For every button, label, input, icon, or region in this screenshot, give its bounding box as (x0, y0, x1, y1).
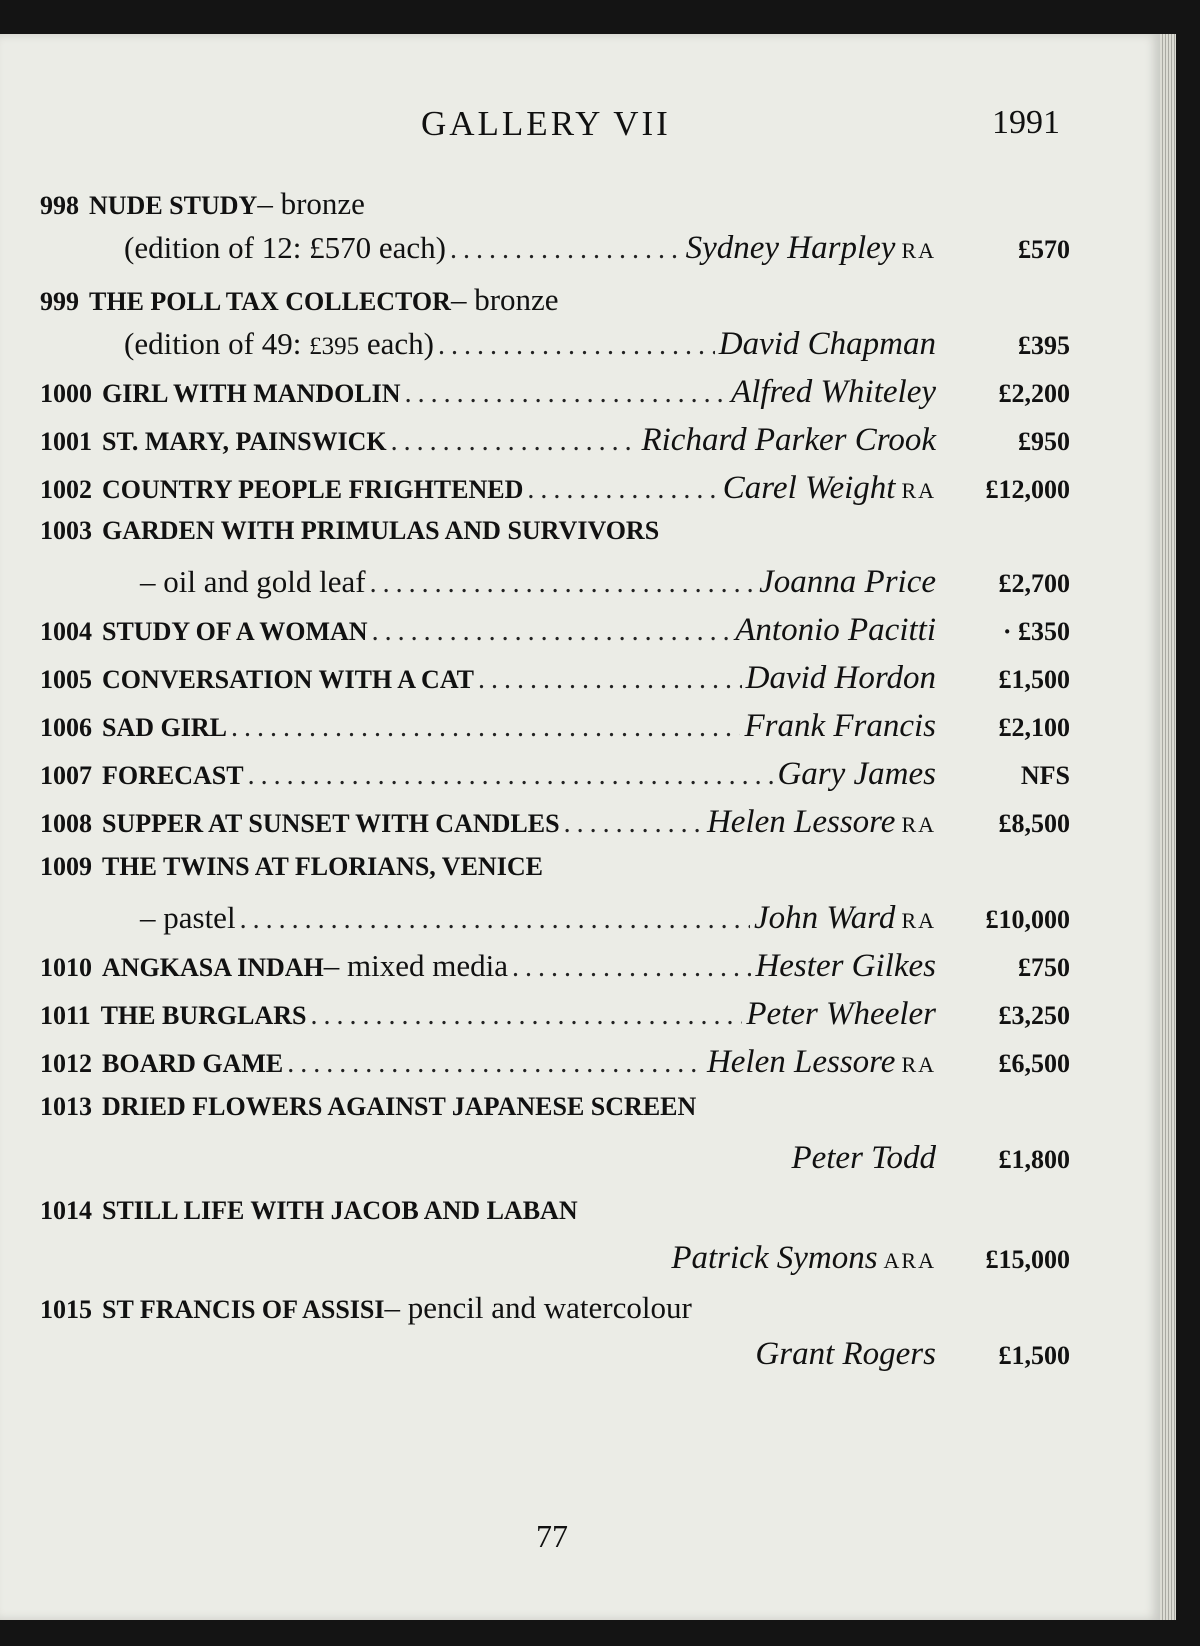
list-item (40, 612, 1070, 662)
lot-number: 1002 (40, 475, 92, 504)
artwork-medium: – mixed media (323, 948, 508, 983)
gallery-title: GALLERY VII (421, 104, 671, 143)
price: £12,000 (985, 475, 1070, 504)
lot-number: 1011 (40, 1001, 91, 1030)
dot-leader (372, 616, 732, 648)
list-item (40, 756, 1070, 806)
list-item (40, 564, 1070, 614)
artwork-medium: – bronze (257, 186, 365, 221)
edition-text: (edition of 49: (124, 326, 310, 361)
artwork-title: ST FRANCIS OF ASSISI (102, 1295, 385, 1324)
artwork-title: COUNTRY PEOPLE FRIGHTENED (102, 475, 524, 504)
dot-leader (512, 952, 751, 984)
list-item (40, 1240, 1070, 1290)
artist-name: Helen Lessore (706, 1044, 896, 1080)
artist-name: Gary James (777, 756, 936, 792)
price: £1,500 (998, 665, 1070, 694)
lot-number: 1009 (40, 852, 92, 881)
artwork-title: NUDE STUDY (89, 191, 258, 220)
artist-honour: RA (901, 812, 936, 837)
lot-number: 999 (40, 287, 79, 316)
artist-name: Peter Todd (791, 1140, 936, 1176)
dot-leader (478, 664, 742, 696)
lot-number: 1012 (40, 1049, 92, 1078)
artist-name: Carel Weight (722, 470, 896, 506)
dot-leader (391, 426, 638, 458)
price: £750 (1018, 953, 1070, 982)
artist-name: David Chapman (718, 326, 936, 362)
artist-honour: RA (901, 1052, 936, 1077)
artist-honour: RA (901, 908, 936, 933)
list-item (40, 470, 1070, 520)
lot-number: 1013 (40, 1092, 92, 1121)
price: £2,700 (998, 569, 1070, 598)
price: £8,500 (998, 809, 1070, 838)
artist-name: Sydney Harpley (685, 230, 896, 266)
list-item (40, 948, 1070, 998)
dot-leader (287, 1048, 703, 1080)
list-item (40, 1290, 1070, 1340)
artwork-title: STILL LIFE WITH JACOB AND LABAN (102, 1196, 578, 1225)
artwork-title: ST. MARY, PAINSWICK (102, 427, 387, 456)
artwork-title: CONVERSATION WITH A CAT (102, 665, 475, 694)
catalogue-year: 1991 (992, 104, 1060, 141)
list-item (40, 1196, 1070, 1246)
artist-name: Helen Lessore (706, 804, 896, 840)
list-item (40, 186, 1070, 236)
price: £570 (1018, 235, 1070, 264)
dot-leader (370, 568, 756, 600)
lot-number: 1006 (40, 713, 92, 742)
dot-leader (450, 234, 682, 266)
artwork-title: SAD GIRL (102, 713, 227, 742)
price: NFS (1020, 761, 1070, 790)
dot-leader (310, 1000, 742, 1032)
artwork-medium: – bronze (450, 282, 559, 317)
page-edge (1160, 34, 1176, 1620)
artwork-medium: – pastel (140, 900, 236, 935)
artist-name: Hester Gilkes (755, 948, 936, 984)
artist-name: Antonio Pacitti (735, 612, 936, 648)
artist-honour: RA (901, 238, 936, 263)
artwork-title: FORECAST (102, 761, 244, 790)
lot-number: 998 (40, 191, 79, 220)
lot-number: 1005 (40, 665, 92, 694)
artwork-title: DRIED FLOWERS AGAINST JAPANESE SCREEN (102, 1092, 697, 1121)
artist-name: Richard Parker Crook (641, 422, 936, 458)
dot-leader (438, 330, 715, 362)
price: £950 (1018, 427, 1070, 456)
list-item (40, 660, 1070, 710)
edition-text: (edition of 12: £570 each) (124, 230, 446, 265)
artwork-medium: – oil and gold leaf (140, 564, 366, 599)
price: £1,800 (998, 1145, 1070, 1174)
artwork-title: THE TWINS AT FLORIANS, VENICE (102, 852, 543, 881)
list-item (40, 282, 1070, 332)
list-item (40, 900, 1070, 950)
artwork-medium: – pencil and watercolour (384, 1290, 692, 1325)
dot-leader (240, 904, 750, 936)
list-item (40, 516, 1070, 566)
price: £15,000 (985, 1245, 1070, 1274)
artwork-title: THE BURGLARS (100, 1001, 307, 1030)
lot-number: 1000 (40, 379, 92, 408)
list-item (40, 1336, 1070, 1386)
artwork-title: GARDEN WITH PRIMULAS AND SURVIVORS (102, 516, 660, 545)
list-item (40, 374, 1070, 424)
lot-number: 1004 (40, 617, 92, 646)
artist-name: Grant Rogers (755, 1336, 936, 1372)
edition-note (40, 326, 434, 362)
price: £6,500 (998, 1049, 1070, 1078)
artwork-title: GIRL WITH MANDOLIN (102, 379, 401, 408)
lot-number: 1015 (40, 1295, 92, 1324)
artist-name: David Hordon (745, 660, 936, 696)
list-item (40, 326, 1070, 376)
price: £3,250 (998, 1001, 1070, 1030)
page-header (0, 104, 1060, 146)
edition-price: £395 (309, 333, 360, 360)
list-item (40, 422, 1070, 472)
list-item (40, 1140, 1070, 1190)
artwork-title: BOARD GAME (102, 1049, 284, 1078)
dot-leader (231, 712, 740, 744)
price: · £350 (1002, 617, 1070, 646)
price: £395 (1018, 331, 1070, 360)
list-item (40, 230, 1070, 280)
list-item (40, 1044, 1070, 1094)
lot-number: 1014 (40, 1196, 92, 1225)
lot-number: 1001 (40, 427, 92, 456)
artwork-title: THE POLL TAX COLLECTOR (89, 287, 451, 316)
edition-note (40, 230, 446, 266)
artist-name: Peter Wheeler (746, 996, 936, 1032)
page-number: 77 (536, 1518, 568, 1554)
list-item (40, 1092, 1070, 1142)
dot-leader (527, 474, 718, 506)
price: £10,000 (985, 905, 1070, 934)
list-item (40, 804, 1070, 854)
artist-honour: ARA (883, 1248, 936, 1273)
list-item (40, 708, 1070, 758)
artist-name: Patrick Symons (671, 1240, 878, 1276)
artist-name: John Ward (753, 900, 896, 936)
list-item (40, 852, 1070, 902)
artwork-title: STUDY OF A WOMAN (102, 617, 368, 646)
price: £2,100 (998, 713, 1070, 742)
artwork-title: ANGKASA INDAH (102, 953, 324, 982)
lot-number: 1008 (40, 809, 92, 838)
artist-name: Alfred Whiteley (731, 374, 936, 410)
lot-number: 1003 (40, 516, 92, 545)
dot-leader (248, 760, 774, 792)
price: £1,500 (998, 1341, 1070, 1370)
list-item (40, 996, 1070, 1046)
lot-number: 1010 (40, 953, 92, 982)
dot-leader (564, 808, 703, 840)
lot-number: 1007 (40, 761, 92, 790)
price: £2,200 (998, 379, 1070, 408)
dot-leader (405, 378, 727, 410)
artist-name: Frank Francis (744, 708, 936, 744)
artist-name: Joanna Price (759, 564, 936, 600)
artist-honour: RA (901, 478, 936, 503)
artwork-title: SUPPER AT SUNSET WITH CANDLES (102, 809, 560, 838)
edition-text-end: each) (359, 326, 434, 361)
